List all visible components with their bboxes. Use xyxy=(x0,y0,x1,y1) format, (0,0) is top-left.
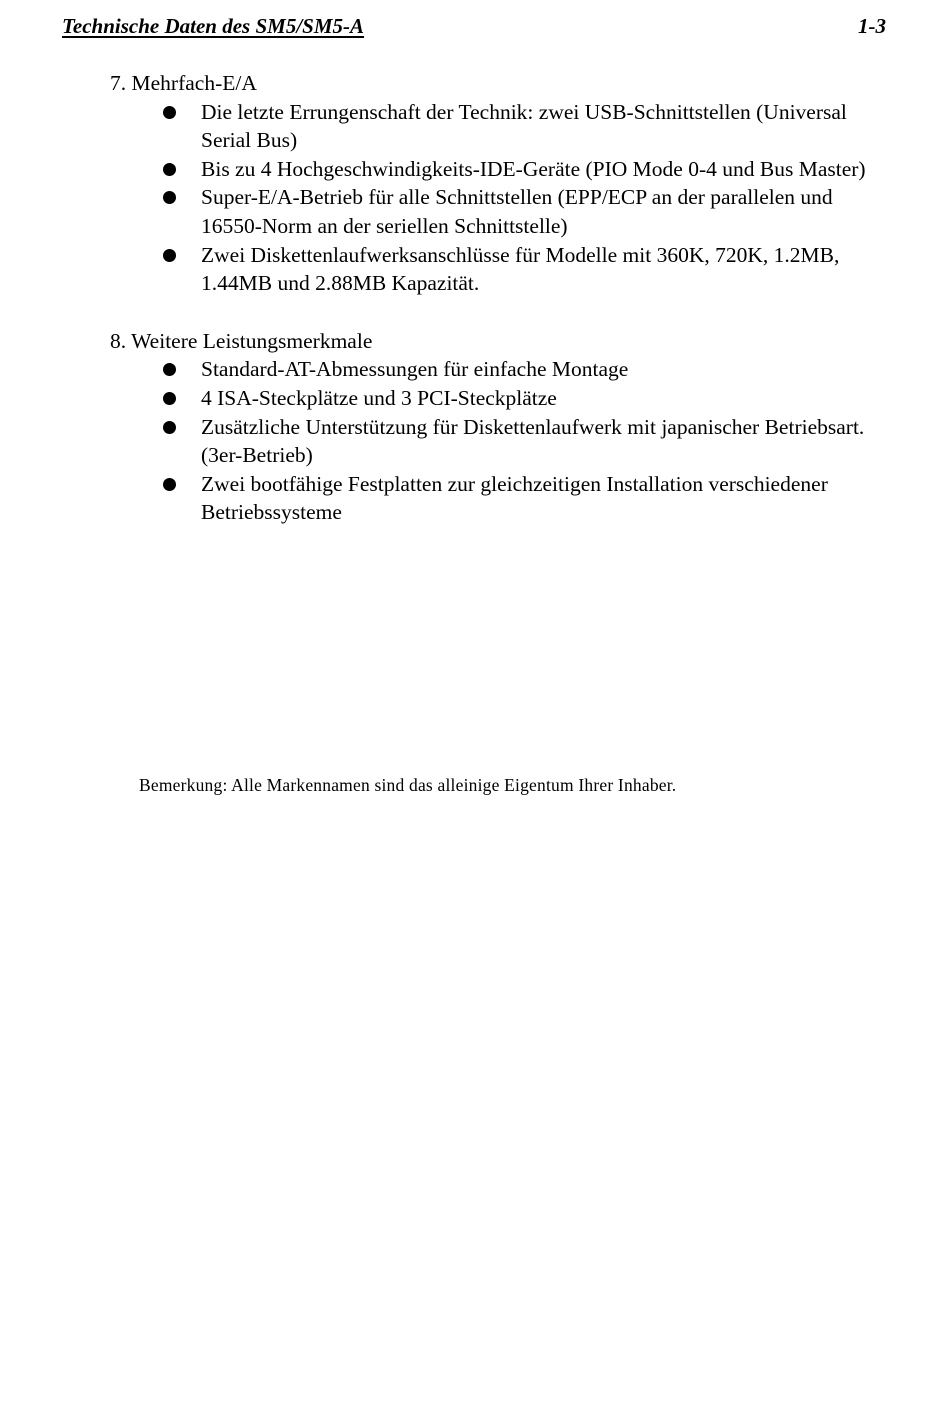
bullet-icon xyxy=(163,392,176,405)
page-header xyxy=(62,12,886,42)
bullet-icon xyxy=(163,363,176,376)
bullet-icon xyxy=(163,421,176,434)
list-item-text: Bis zu 4 Hochgeschwindigkeits-IDE-Geräte (PIO Mode 0-4 und Bus Master) xyxy=(201,156,866,181)
content xyxy=(110,69,900,556)
list-item xyxy=(110,155,871,184)
list-item xyxy=(110,355,871,384)
page-title: Technische Daten des SM5/SM5-A xyxy=(62,14,365,38)
bullet-icon xyxy=(163,249,176,262)
list-item xyxy=(110,413,871,470)
bullet-list xyxy=(110,355,900,527)
list-item xyxy=(110,470,871,527)
list-item-text: Zwei bootfähige Festplatten zur gleichzeitigen Installation verschiedener Betriebssysteme xyxy=(201,471,828,525)
bullet-list xyxy=(110,98,900,298)
bullet-icon xyxy=(163,163,176,176)
bullet-icon xyxy=(163,478,176,491)
page-number: 1-3 xyxy=(858,14,886,38)
remark-note: Bemerkung: Alle Markennamen sind das alleinige Eigentum Ihrer Inhaber. xyxy=(139,775,677,795)
list-item xyxy=(110,98,871,155)
list-item-text: 4 ISA-Steckplätze und 3 PCI-Steckplätze xyxy=(201,385,557,410)
list-item-text: Zwei Diskettenlaufwerksanschlüsse für Modelle mit 360K, 720K, 1.2MB, 1.44MB und 2.88MB Kapazität. xyxy=(201,242,840,296)
list-item-text: Zusätzliche Unterstützung für Diskettenlaufwerk mit japanischer Betriebsart.(3er-Betrieb) xyxy=(201,414,865,468)
list-item xyxy=(110,241,871,298)
section-heading: 8. Weitere Leistungsmerkmale xyxy=(110,328,373,353)
list-item-text: Super-E/A-Betrieb für alle Schnittstellen (EPP/ECP an der parallelen und 16550-Norm an der seriellen Schnittstelle) xyxy=(201,185,833,238)
section-further-features xyxy=(110,327,900,527)
list-item xyxy=(110,183,871,240)
bullet-icon xyxy=(163,191,176,204)
list-item-text: Standard-AT-Abmessungen für einfache Montage xyxy=(201,357,629,382)
section-multi-io xyxy=(110,69,900,298)
list-item-text: Die letzte Errungenschaft der Technik: zwei USB-Schnittstellen (Universal Serial Bus) xyxy=(201,99,847,153)
list-item xyxy=(110,384,871,413)
bullet-icon xyxy=(163,106,176,119)
section-heading: 7. Mehrfach-E/A xyxy=(110,71,257,95)
